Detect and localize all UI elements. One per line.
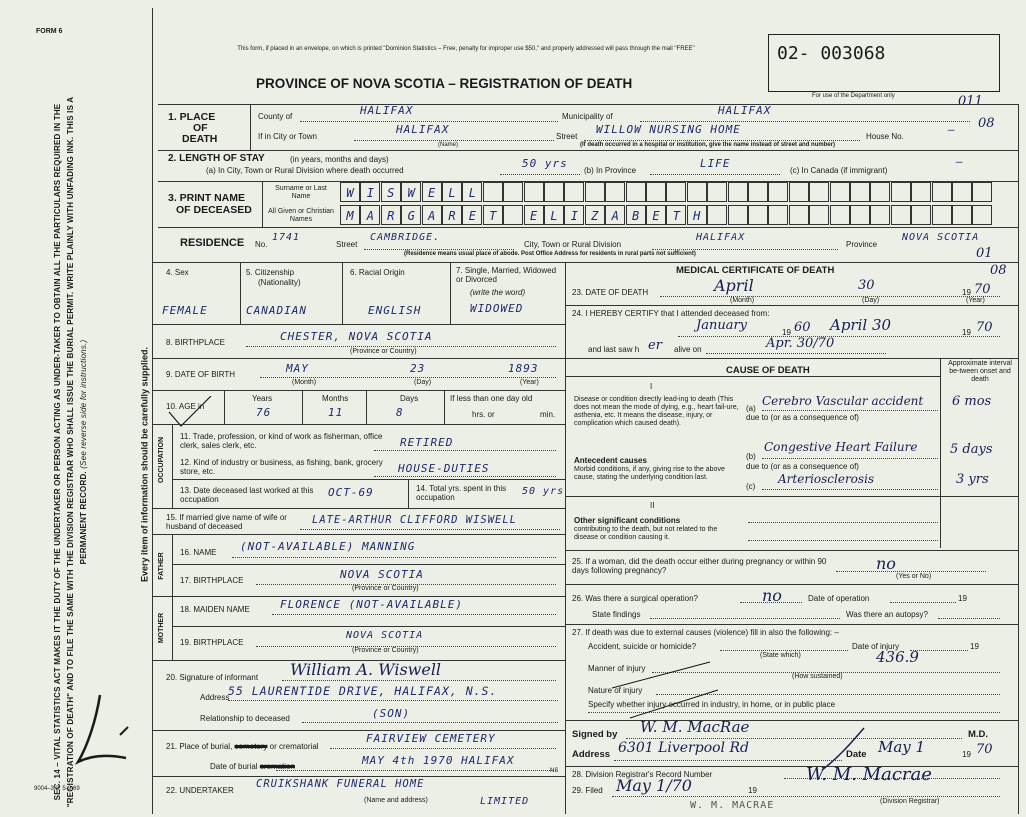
interval-a: 6 mos bbox=[952, 394, 992, 409]
total-years-label: 14. Total yrs. spent in this occupation bbox=[416, 484, 507, 502]
residence-city: HALIFAX bbox=[696, 232, 746, 243]
cause-c: Arteriosclerosis bbox=[778, 472, 875, 486]
registration-number-box bbox=[768, 34, 1000, 92]
q27-state-which: (State which) bbox=[760, 652, 801, 659]
q26-autopsy-label: Was there an autopsy? bbox=[846, 610, 928, 619]
letter-box bbox=[789, 205, 809, 225]
letter-box bbox=[789, 182, 809, 202]
residence-street-label: Street bbox=[336, 240, 358, 249]
dept-code-1: 011 bbox=[958, 94, 983, 109]
residence-city-label: City, Town or Rural Division bbox=[524, 240, 622, 249]
letter-box bbox=[728, 182, 748, 202]
letter-box: E bbox=[646, 205, 666, 225]
letter-box bbox=[605, 182, 625, 202]
interval-heading: Approximate interval be-tween onset and death bbox=[948, 360, 1012, 383]
dob-year-caption: (Year) bbox=[520, 379, 539, 386]
burial-ns: NS bbox=[550, 768, 559, 774]
letter-box: A bbox=[360, 205, 380, 225]
house-label: House No. bbox=[866, 132, 904, 141]
signed-md: M.D. bbox=[968, 729, 989, 740]
street-label: Street bbox=[556, 132, 578, 141]
father-name: (NOT-AVAILABLE) MANNING bbox=[240, 540, 416, 553]
seen-date: Apr. 30/70 bbox=[766, 336, 835, 351]
letter-box bbox=[830, 182, 850, 202]
dod-label: 23. DATE OF DEATH bbox=[572, 288, 649, 297]
surname-label: Surname or Last Name bbox=[275, 185, 327, 200]
residence-no-label: No. bbox=[255, 240, 268, 249]
letter-box: T bbox=[666, 205, 686, 225]
letter-box bbox=[850, 182, 870, 202]
age-days: 8 bbox=[396, 406, 404, 419]
letter-box: H bbox=[687, 205, 707, 225]
industry-value: HOUSE-DUTIES bbox=[398, 462, 490, 475]
dod-day: 30 bbox=[858, 278, 875, 293]
spouse-label: 15. If married give name of wife or husband of deceased bbox=[166, 513, 287, 531]
cause-b-marker: (b) bbox=[746, 452, 756, 461]
q26-findings-label: State findings bbox=[592, 610, 641, 619]
q27-nature-label: Nature of injury bbox=[588, 686, 643, 695]
residence-no: 1741 bbox=[272, 232, 301, 243]
q25-yn: (Yes or No) bbox=[896, 573, 932, 580]
certify-label: 24. I HEREBY CERTIFY that I attended deceased from: bbox=[572, 309, 770, 318]
dept-code-4: 08 bbox=[990, 263, 1007, 278]
racial-label: 6. Racial Origin bbox=[350, 268, 405, 277]
burial-date-struck: cremation bbox=[259, 762, 295, 771]
filed-year-prefix: 19 bbox=[748, 786, 757, 795]
burial-date: MAY 4th 1970 HALIFAX bbox=[362, 754, 515, 767]
letter-box: L bbox=[544, 205, 564, 225]
marital-sub: (write the word) bbox=[470, 288, 526, 297]
letter-box bbox=[850, 205, 870, 225]
dob-month-caption: (Month) bbox=[292, 379, 317, 386]
letter-box: E bbox=[524, 205, 544, 225]
place-note: (If death occurred in a hospital or institution, give the name instead of street and number) bbox=[580, 142, 836, 148]
letter-box bbox=[932, 205, 952, 225]
letter-box: L bbox=[462, 182, 482, 202]
father-bp-sub: (Province or Country) bbox=[352, 585, 419, 592]
signed-label: Signed by bbox=[572, 729, 618, 740]
other-sub: contributing to the death, but not related to the disease or condition causing it. bbox=[574, 526, 718, 541]
from-year-prefix: 19 bbox=[782, 328, 791, 337]
q27-specify-label: Specify whether injury occurred in industry, in home, or in public place bbox=[588, 700, 836, 709]
dept-code-2: 08 bbox=[978, 116, 995, 131]
cause-c-marker: (c) bbox=[746, 482, 756, 491]
father-bp-label: 17. BIRTHPLACE bbox=[180, 576, 244, 585]
q26-label: 26. Was there a surgical operation? bbox=[572, 594, 698, 603]
q26-op-label: Date of operation bbox=[808, 594, 870, 603]
letter-box bbox=[768, 205, 788, 225]
birthplace-value: CHESTER, NOVA SCOTIA bbox=[280, 330, 433, 343]
age-days-label: Days bbox=[400, 394, 419, 403]
county-value: HALIFAX bbox=[360, 104, 414, 117]
stay-c-value: — bbox=[956, 155, 964, 168]
filed-label: 29. Filed bbox=[572, 786, 603, 795]
q27-label: 27. If death was due to external causes (violence) fill in also the following: – bbox=[572, 628, 839, 637]
signed-address: 6301 Liverpool Rd bbox=[618, 740, 749, 756]
father-side: FATHER bbox=[158, 552, 165, 580]
side-warning: Every item of information should be carefully supplied. bbox=[139, 346, 150, 583]
letter-box: A bbox=[605, 205, 625, 225]
stay-c-label: (c) In Canada (if immigrant) bbox=[790, 166, 888, 175]
name-heading-2: OF DECEASED bbox=[176, 204, 252, 216]
stay-a-label: (a) In City, Town or Rural Division where death occurred bbox=[206, 166, 404, 175]
burial-place-label-text: 21. Place of burial, bbox=[166, 742, 233, 751]
dod-month-caption: (Month) bbox=[730, 297, 755, 304]
letter-box: E bbox=[462, 205, 482, 225]
informant-rel: (SON) bbox=[372, 707, 411, 720]
letter-box bbox=[503, 205, 523, 225]
letter-box: Z bbox=[585, 205, 605, 225]
due-to-2: due to (or as a consequence of) bbox=[746, 462, 859, 471]
racial-value: ENGLISH bbox=[368, 304, 422, 317]
registrar-stamp: W. M. MACRAE bbox=[690, 800, 775, 811]
letter-box bbox=[626, 182, 646, 202]
informant-rel-label: Relationship to deceased bbox=[200, 714, 290, 723]
attended-from-year: 60 bbox=[794, 320, 811, 335]
age-hrs-label: hrs. or bbox=[472, 410, 495, 419]
stay-b-value: LIFE bbox=[700, 157, 731, 170]
q26-value: no bbox=[762, 586, 782, 605]
mother-maiden: FLORENCE (NOT-AVAILABLE) bbox=[280, 598, 463, 611]
name-heading-1: 3. PRINT NAME bbox=[168, 192, 246, 204]
letter-box bbox=[911, 205, 931, 225]
father-bp: NOVA SCOTIA bbox=[340, 568, 424, 581]
letter-box bbox=[972, 205, 992, 225]
letter-box: W bbox=[401, 182, 421, 202]
informant-address-label: Address bbox=[200, 693, 230, 702]
municipality-value: HALIFAX bbox=[718, 104, 772, 117]
initial-mark bbox=[70, 690, 140, 770]
seen-label: and last saw h bbox=[588, 345, 640, 354]
record-number-label: 28. Division Registrar's Record Number bbox=[572, 770, 713, 779]
letter-box: T bbox=[483, 205, 503, 225]
letter-box bbox=[748, 205, 768, 225]
stay-heading: 2. LENGTH OF STAY bbox=[168, 153, 265, 164]
seen-alive-label: alive on bbox=[674, 345, 702, 354]
dod-year-caption: (Year) bbox=[966, 297, 985, 304]
to-year-prefix: 19 bbox=[962, 328, 971, 337]
undertaker-label: 22. UNDERTAKER bbox=[166, 786, 234, 795]
signed-date: May 1 bbox=[878, 738, 926, 756]
attended-to-year: 70 bbox=[976, 320, 993, 335]
mother-side: MOTHER bbox=[158, 612, 165, 644]
street-value: WILLOW NURSING HOME bbox=[596, 123, 741, 136]
signed-address-label: Address bbox=[572, 749, 611, 760]
age-label: 10. AGE in bbox=[166, 402, 205, 411]
stay-b-label: (b) In Province bbox=[584, 166, 637, 175]
dob-label: 9. DATE OF BIRTH bbox=[166, 370, 236, 379]
attended-from: January bbox=[696, 318, 748, 333]
letter-box bbox=[768, 182, 788, 202]
letter-box bbox=[666, 182, 686, 202]
dod-month: April bbox=[714, 276, 754, 295]
given-label: All Given or Christian Names bbox=[268, 208, 334, 223]
total-years-value: 50 yrs bbox=[522, 486, 565, 497]
cause-a-marker: (a) bbox=[746, 404, 756, 413]
antecedent-label: Antecedent causes bbox=[574, 456, 647, 465]
letter-box bbox=[748, 182, 768, 202]
informant-sig-label: 20. Signature of informant bbox=[166, 673, 259, 682]
stay-a-value: 50 yrs bbox=[522, 157, 568, 170]
letter-box bbox=[830, 205, 850, 225]
occupation-side: OCCUPATION bbox=[158, 436, 165, 484]
letter-box: R bbox=[381, 205, 401, 225]
dob-month: MAY bbox=[286, 362, 309, 375]
informant-address: 55 LAURENTIDE DRIVE, HALIFAX, N.S. bbox=[228, 684, 498, 698]
father-name-label: 16. NAME bbox=[180, 548, 217, 557]
letter-box: E bbox=[422, 182, 442, 202]
citizenship-label: 5. Citizenship bbox=[246, 268, 295, 277]
legal-side-text-body: SEC. 14 – VITAL STATISTICS ACT MAKES IT THE DUTY OF THE UNDERTAKER OR PERSON ACTING AS UNDER-TAKER TO OBTAIN ALL THE PARTICULARS REQUIRED IN THE "REGISTRATION OF DEATH" AND TO FILE THE SAME WITH THE DIVISION REGISTRAR WHO SHALL ISSUE THE BURIAL PERMIT. WRITE PLAINLY WITH UNFADING INK. THIS IS A PERMANENT RECORD. bbox=[53, 96, 88, 808]
letter-box bbox=[544, 182, 564, 202]
age-years-label: Years bbox=[252, 394, 273, 403]
residence-note: (Residence means usual place of abode. Post Office Address for residents in rural parts not sufficient) bbox=[404, 251, 696, 257]
dod-year: 70 bbox=[974, 282, 991, 297]
cause-heading: CAUSE OF DEATH bbox=[726, 365, 810, 376]
residence-province: NOVA SCOTIA bbox=[902, 232, 980, 243]
letter-box bbox=[483, 182, 503, 202]
signed-year: 70 bbox=[976, 742, 993, 757]
sex-value: FEMALE bbox=[162, 304, 208, 317]
residence-heading: RESIDENCE bbox=[180, 237, 245, 249]
burial-date-label-text: Date of burial bbox=[210, 762, 258, 771]
citizenship-value: CANADIAN bbox=[246, 304, 307, 317]
undertaker-value: CRUIKSHANK FUNERAL HOME bbox=[256, 778, 425, 790]
q26-year: 19 bbox=[958, 594, 967, 603]
form-label: FORM 6 bbox=[36, 28, 63, 35]
city-value: HALIFAX bbox=[396, 123, 450, 136]
roman-2: II bbox=[650, 501, 655, 510]
industry-label: 12. Kind of industry or business, as fishing, bank, grocery store, etc. bbox=[180, 458, 383, 476]
strike-line bbox=[610, 660, 720, 725]
birthplace-sub: (Province or Country) bbox=[350, 348, 417, 355]
q27-year: 19 bbox=[970, 642, 979, 651]
letter-box bbox=[503, 182, 523, 202]
undertaker-value-2: LIMITED bbox=[480, 796, 530, 807]
sex-label: 4. Sex bbox=[166, 268, 189, 277]
dob-day: 23 bbox=[410, 362, 426, 375]
dob-year: 1893 bbox=[508, 362, 539, 375]
citizenship-sub: (Nationality) bbox=[258, 278, 301, 287]
form-title: PROVINCE OF NOVA SCOTIA – REGISTRATION OF DEATH bbox=[256, 76, 633, 91]
cause-a: Cerebro Vascular accident bbox=[762, 394, 924, 408]
letter-box bbox=[809, 182, 829, 202]
spouse-value: LATE-ARTHUR CLIFFORD WISWELL bbox=[312, 514, 518, 526]
letter-box bbox=[564, 182, 584, 202]
burial-place: FAIRVIEW CEMETERY bbox=[366, 732, 496, 745]
letter-box bbox=[911, 182, 931, 202]
mail-notice: This form, if placed in an envelope, on which is printed "Dominion Statistics – Free, penalty for improper use $50," and properly addressed will pass through the mail "FREE" bbox=[237, 46, 695, 52]
letter-box bbox=[891, 205, 911, 225]
county-label: County of bbox=[258, 112, 293, 121]
interval-b: 5 days bbox=[950, 442, 993, 457]
cause-b: Congestive Heart Failure bbox=[764, 440, 918, 454]
dept-code-3: 01 bbox=[976, 246, 993, 261]
letter-box: I bbox=[360, 182, 380, 202]
attended-to: April 30 bbox=[830, 316, 892, 334]
letter-box: L bbox=[442, 182, 462, 202]
q27-injury-date-label: Date of injury bbox=[852, 642, 900, 651]
place-heading-2: OF bbox=[193, 122, 208, 134]
marital-value: WIDOWED bbox=[470, 302, 524, 315]
burial-struck-word: cemetery bbox=[234, 742, 268, 751]
letter-box bbox=[952, 205, 972, 225]
q27-manner-label: Manner of injury bbox=[588, 664, 646, 673]
age-min-label: min. bbox=[540, 410, 556, 419]
municipality-label: Municipality of bbox=[562, 112, 613, 121]
letter-box bbox=[707, 205, 727, 225]
other-label: Other significant conditions bbox=[574, 516, 681, 525]
trade-label: 11. Trade, profession, or kind of work as fisherman, office clerk, sales clerk, etc. bbox=[180, 432, 383, 450]
city-label: If in City or Town bbox=[258, 132, 317, 141]
seen-her: er bbox=[648, 338, 662, 353]
signed-year-prefix: 19 bbox=[962, 750, 971, 759]
name-heading bbox=[168, 192, 252, 216]
immediate-label: Disease or condition directly lead-ing to death (This does not mean the mode of dying, e.g., heart fail-ure, asthenia, etc. It means the disease, injury, or complication which caused death). bbox=[574, 396, 739, 427]
letter-box bbox=[932, 182, 952, 202]
age-months: 11 bbox=[328, 406, 344, 419]
roman-1: I bbox=[650, 382, 653, 391]
q27-accident-label: Accident, suicide or homicide? bbox=[588, 642, 697, 651]
filed-date: May 1/70 bbox=[616, 776, 692, 795]
dept-use-note: For use of the Department only bbox=[812, 93, 895, 99]
q25-label: 25. If a woman, did the death occur either during pregnancy or within 90 days following pregnancy? bbox=[572, 557, 827, 575]
letter-box bbox=[972, 182, 992, 202]
age-years: 76 bbox=[256, 406, 272, 419]
letter-box bbox=[870, 182, 890, 202]
residence-street: CAMBRIDGE. bbox=[370, 232, 441, 243]
last-worked-value: OCT-69 bbox=[328, 486, 374, 499]
age-lt-label: If less than one day old bbox=[450, 394, 533, 403]
burial-place-label bbox=[166, 742, 319, 751]
letter-box bbox=[585, 182, 605, 202]
place-heading-3: DEATH bbox=[182, 133, 218, 145]
letter-box bbox=[687, 182, 707, 202]
informant-signature: William A. Wiswell bbox=[290, 660, 442, 679]
mother-bp-sub: (Province or Country) bbox=[352, 647, 419, 654]
residence-province-label: Province bbox=[846, 240, 878, 249]
letter-box: G bbox=[401, 205, 421, 225]
city-name-caption: (Name) bbox=[438, 142, 459, 148]
mother-maiden-label: 18. MAIDEN NAME bbox=[180, 605, 250, 614]
dod-day-caption: (Day) bbox=[862, 297, 880, 304]
letter-box: R bbox=[442, 205, 462, 225]
letter-box bbox=[524, 182, 544, 202]
legal-side-note: (See reverse side for instructions.) bbox=[79, 339, 88, 469]
mother-bp-label: 19. BIRTHPLACE bbox=[180, 638, 244, 647]
place-heading-1: 1. PLACE bbox=[168, 111, 216, 123]
age-months-label: Months bbox=[322, 394, 349, 403]
dod-year-prefix: 19 bbox=[962, 288, 971, 297]
mother-bp: NOVA SCOTIA bbox=[346, 630, 424, 641]
registrar-sub: (Division Registrar) bbox=[880, 798, 940, 805]
antecedent-sub: Morbid conditions, if any, giving rise to the above cause, stating the underlying condition last. bbox=[574, 466, 725, 481]
letter-box bbox=[952, 182, 972, 202]
letter-box bbox=[646, 182, 666, 202]
undertaker-sub: (Name and address) bbox=[364, 797, 428, 804]
letter-box bbox=[809, 205, 829, 225]
letter-box: W bbox=[340, 182, 360, 202]
q25-value: no bbox=[876, 554, 896, 573]
letter-box: A bbox=[422, 205, 442, 225]
letter-box: S bbox=[381, 182, 401, 202]
registrar-signature: W. M. Macrae bbox=[806, 764, 932, 785]
medical-heading: MEDICAL CERTIFICATE OF DEATH bbox=[676, 265, 835, 276]
letter-box bbox=[728, 205, 748, 225]
dob-day-caption: (Day) bbox=[414, 379, 432, 386]
last-worked-label: 13. Date deceased last worked at this occupation bbox=[180, 486, 314, 504]
print-code: 9004–3.2: 5-2-69 bbox=[34, 786, 80, 792]
letter-box: B bbox=[626, 205, 646, 225]
interval-c: 3 yrs bbox=[956, 472, 989, 487]
letter-box bbox=[891, 182, 911, 202]
q27-how-label: (How sustained) bbox=[792, 673, 843, 680]
trade-value: RETIRED bbox=[400, 436, 454, 449]
house-value: — bbox=[948, 123, 956, 136]
due-to-1: due to (or as a consequence of) bbox=[746, 413, 859, 422]
letter-box bbox=[870, 205, 890, 225]
signed-signature: W. M. MacRae bbox=[640, 718, 750, 736]
burial-word: or crematorial bbox=[269, 742, 319, 751]
place-heading bbox=[168, 112, 217, 145]
q27-number: 436.9 bbox=[876, 648, 919, 666]
letter-box: I bbox=[564, 205, 584, 225]
letter-box: M bbox=[340, 205, 360, 225]
birthplace-label: 8. BIRTHPLACE bbox=[166, 338, 225, 347]
letter-box bbox=[707, 182, 727, 202]
marital-label: 7. Single, Married, Widowed or Divorced bbox=[456, 266, 557, 284]
registration-number: 02- 003068 bbox=[777, 43, 886, 64]
signed-date-label: Date bbox=[846, 749, 867, 760]
stay-sub: (in years, months and days) bbox=[290, 155, 389, 164]
